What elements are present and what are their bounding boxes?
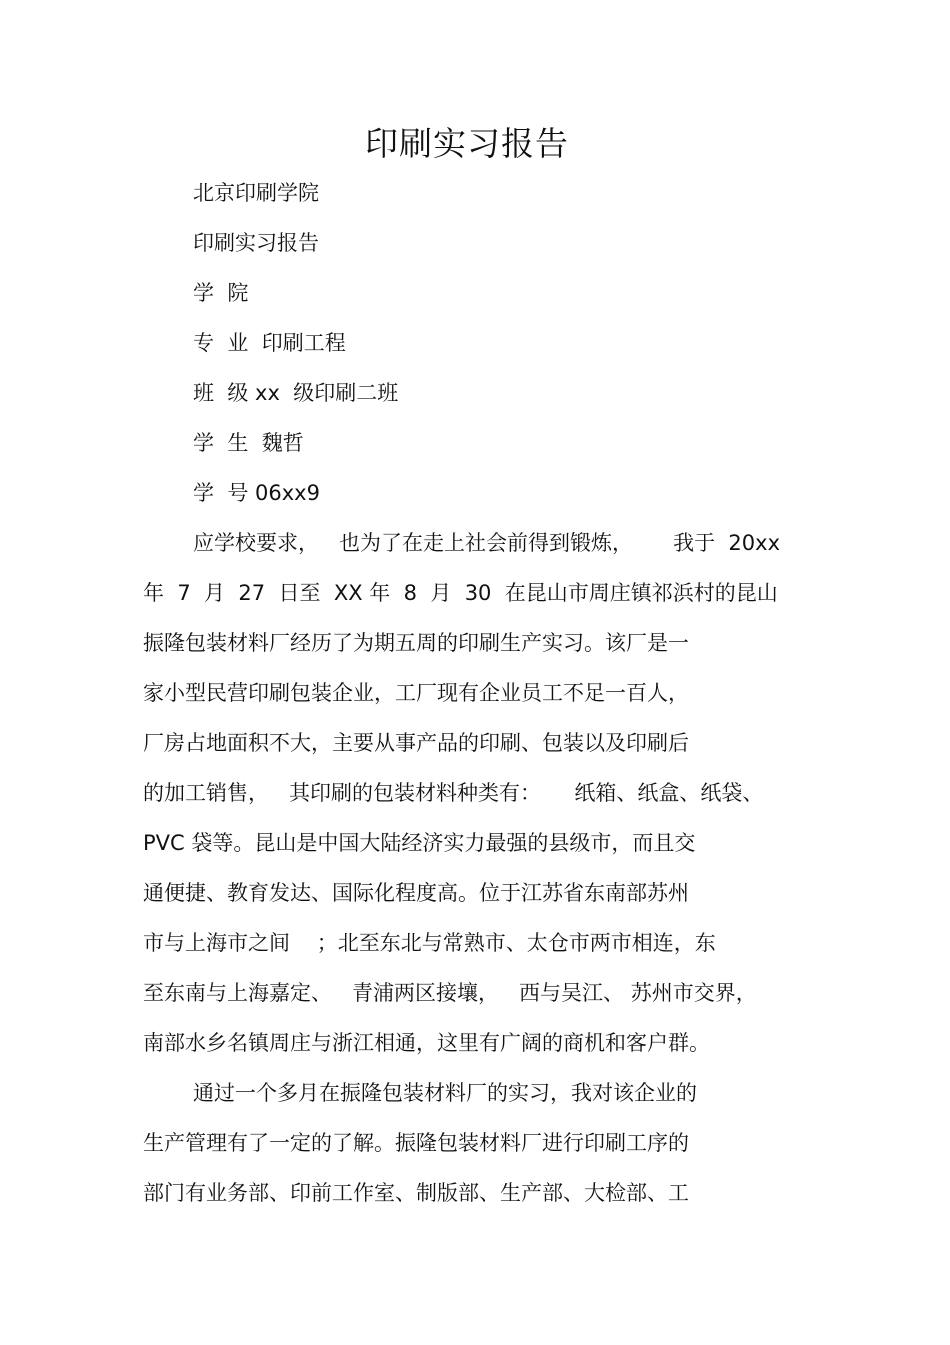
paragraph1-line: 应学校要求， 也为了在走上社会前得到锻炼， 我于 20xx [193,531,781,555]
paragraph2-line: 部门有业务部、印前工作室、制版部、生产部、大检部、工 [143,1181,689,1205]
paragraph1-line: 振隆包装材料厂经历了为期五周的印刷生产实习。该厂是一 [143,631,689,655]
meta-student-id: 学 号 06xx9 [193,481,320,505]
document-title: 印刷实习报告 [365,124,569,163]
meta-school: 北京印刷学院 [193,181,319,205]
paragraph1-line: PVC 袋等。昆山是中国大陆经济实力最强的县级市，而且交 [143,831,696,855]
paragraph1-line: 的加工销售， 其印刷的包装材料种类有： 纸箱、纸盒、纸袋、 [143,781,764,805]
meta-report-title: 印刷实习报告 [193,231,319,255]
paragraph1-line: 至东南与上海嘉定、 青浦两区接壤， 西与吴江、 苏州市交界， [143,981,757,1005]
meta-class: 班 级 xx 级印刷二班 [193,381,399,405]
paragraph1-line: 家小型民营印刷包装企业，工厂现有企业员工不足一百人， [143,681,689,705]
meta-major: 专 业 印刷工程 [193,331,346,355]
paragraph1-line: 市与上海市之间 ；北至东北与常熟市、太仓市两市相连，东 [143,931,716,955]
paragraph1-line: 年 7 月 27 日至 XX 年 8 月 30 在昆山市周庄镇祁浜村的昆山 [143,581,778,605]
paragraph1-line: 南部水乡名镇周庄与浙江相通，这里有广阔的商机和客户群。 [143,1031,710,1055]
paragraph1-line: 通便捷、教育发达、国际化程度高。位于江苏省东南部苏州 [143,881,689,905]
meta-student: 学 生 魏哲 [193,431,304,455]
paragraph2-line: 通过一个多月在振隆包装材料厂的实习，我对该企业的 [193,1081,697,1105]
paragraph2-line: 生产管理有了一定的了解。振隆包装材料厂进行印刷工序的 [143,1131,689,1155]
meta-college: 学 院 [193,281,249,305]
paragraph1-line: 厂房占地面积不大，主要从事产品的印刷、包装以及印刷后 [143,731,689,755]
